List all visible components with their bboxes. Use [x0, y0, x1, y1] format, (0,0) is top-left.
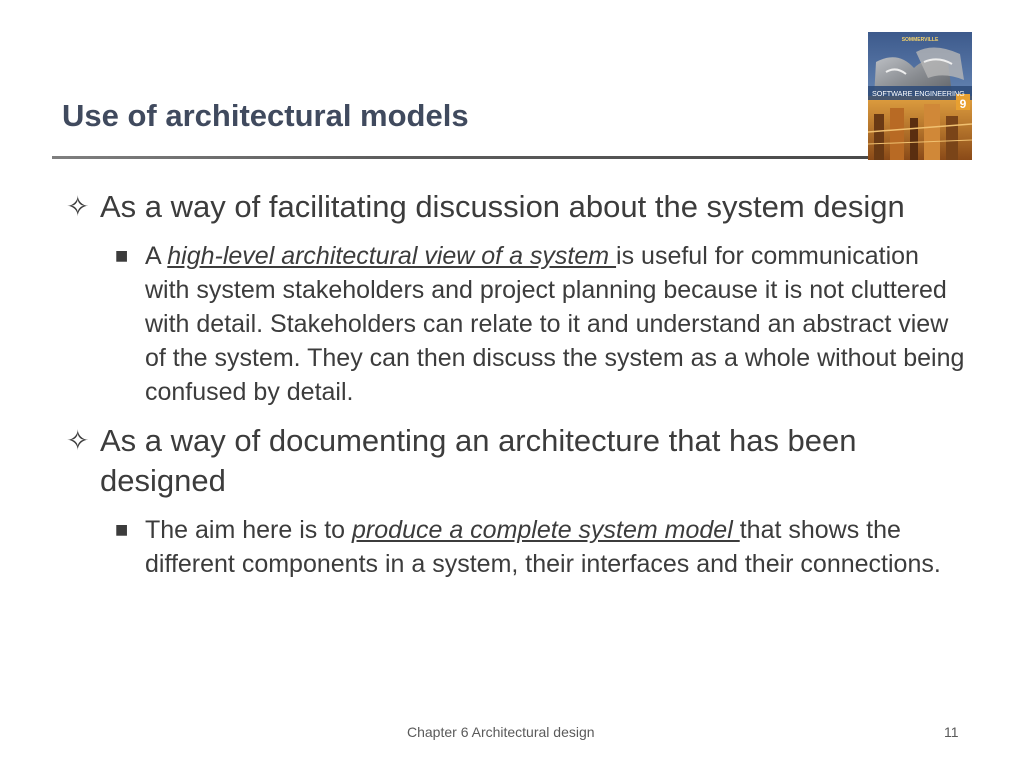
- slide-title: Use of architectural models: [62, 98, 469, 133]
- bullet-level2: [60, 513, 970, 581]
- book-cover-image: [868, 32, 972, 160]
- four-pointed-star-icon: ✧: [66, 424, 90, 457]
- bullet-level1: [60, 421, 970, 501]
- sub-bullet-prefix: The aim here is to: [145, 516, 353, 544]
- sub-bullet-suffix: that shows the different components in a system, their interfaces and their connections.: [145, 516, 941, 578]
- four-pointed-star-icon: ✧: [66, 190, 90, 223]
- sub-bullet-emphasis: produce a complete system model: [352, 516, 740, 544]
- slide-body: [60, 187, 970, 581]
- cover-title: SOFTWARE ENGINEERING: [872, 89, 965, 98]
- square-bullet-icon: ■: [115, 248, 129, 264]
- cover-publisher: SOMMERVILLE: [901, 37, 939, 43]
- cover-edition: 9: [959, 97, 967, 111]
- bullet-text: As a way of facilitating discussion about the system design: [100, 189, 905, 224]
- bullet-level1: [60, 187, 970, 227]
- bullet-text: As a way of documenting an architecture that has been designed: [100, 423, 857, 498]
- footer-page-number: 11: [944, 724, 959, 740]
- bullet-level2: [60, 239, 970, 409]
- sub-bullet-suffix: is useful for communication with system stakeholders and project planning because it is not cluttered with detail. Stakeholders can relate to it and understand an abstract view of the system. They can then discuss the system as a whole without being confused by detail.: [145, 242, 965, 406]
- square-bullet-icon: ■: [115, 522, 129, 538]
- sub-bullet-emphasis: high-level architectural view of a system: [167, 242, 617, 270]
- title-divider: [52, 156, 870, 159]
- footer-chapter: Chapter 6 Architectural design: [407, 724, 595, 740]
- sub-bullet-prefix: A: [145, 242, 168, 270]
